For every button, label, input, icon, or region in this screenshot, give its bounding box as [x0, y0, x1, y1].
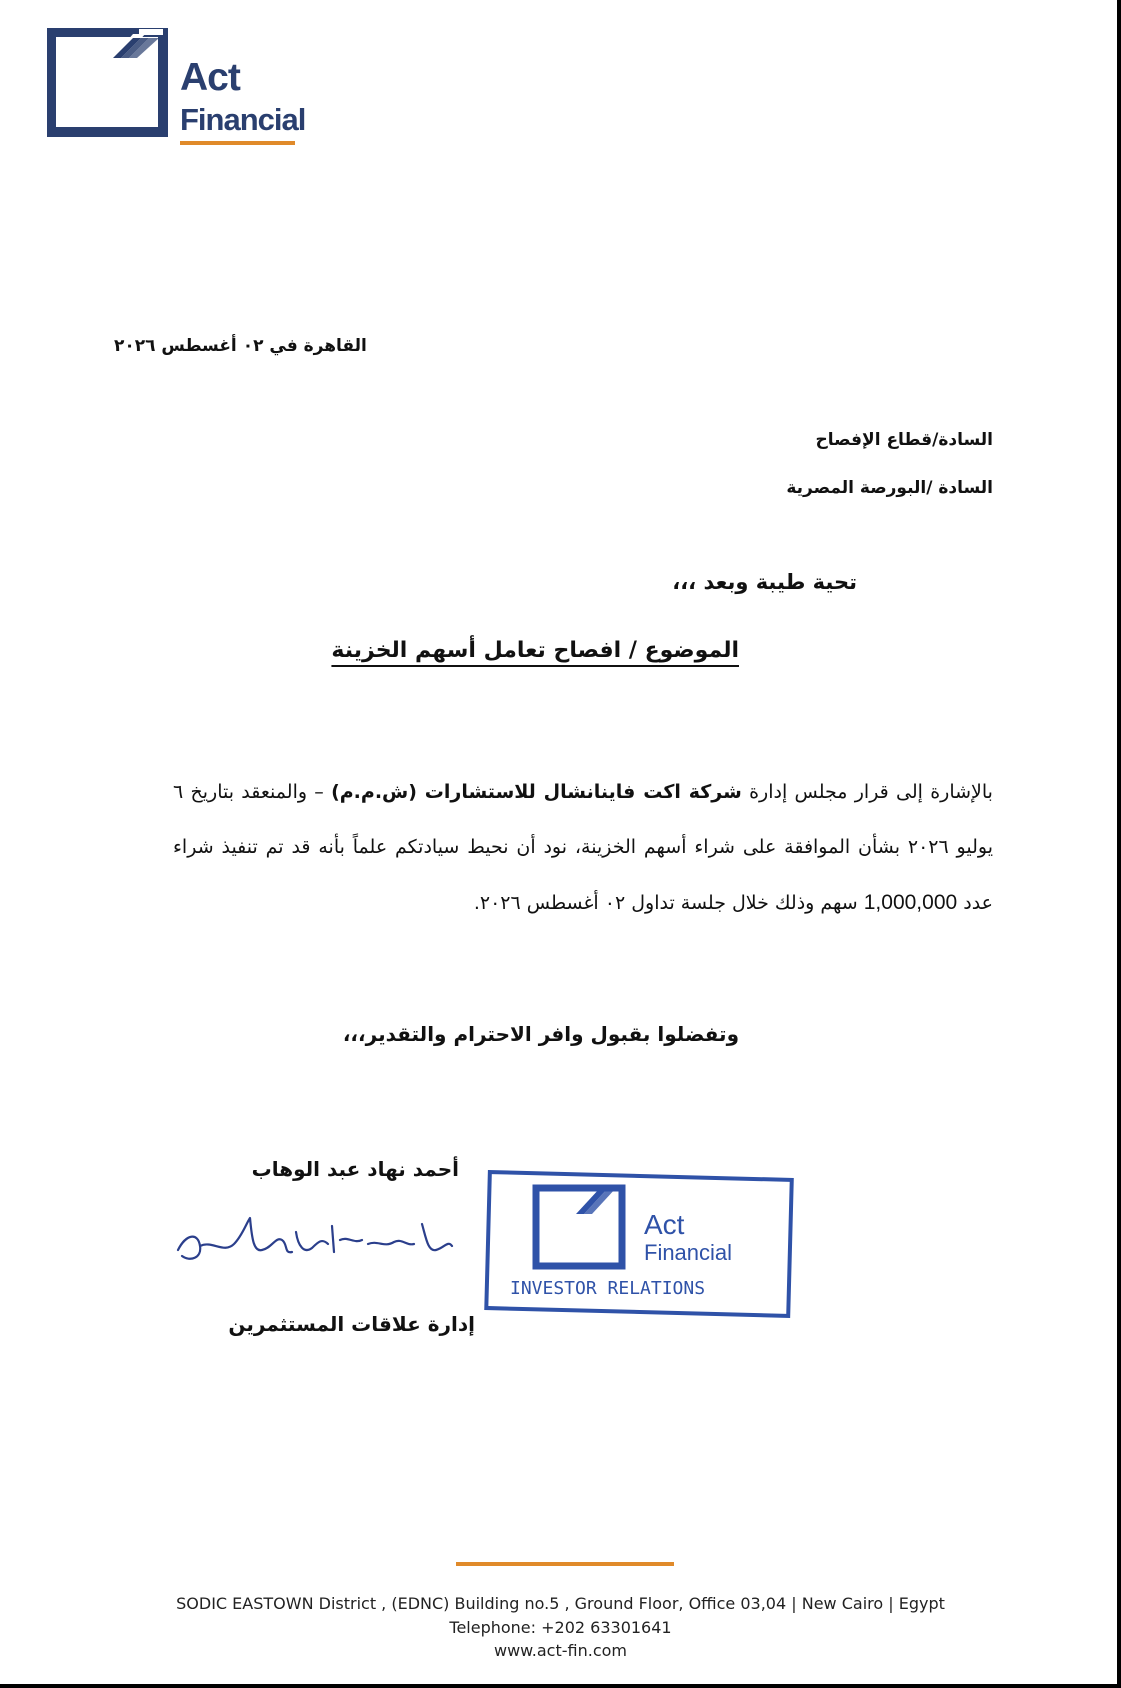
closing-line: وتفضلوا بقبول وافر الاحترام والتقدير،،،	[342, 1022, 739, 1046]
footer-address: SODIC EASTOWN District , (EDNC) Building no.5 , Ground Floor, Office 03,04 | New Cairo | Egypt	[176, 1594, 945, 1613]
signer-name: أحمد نهاد عبد الوهاب	[251, 1157, 459, 1181]
footer-divider	[456, 1562, 674, 1566]
logo-wordmark-financial: Financial	[180, 102, 306, 137]
subject-line: الموضوع / افصاح تعامل أسهم الخزينة	[331, 638, 739, 663]
scan-edge-right	[1117, 0, 1121, 1688]
footer-telephone: Telephone: +202 63301641	[449, 1618, 672, 1637]
recipient-line-1: السادة/قطاع الإفصاح	[815, 430, 993, 450]
company-logo	[47, 28, 307, 153]
stamp-text-financial: Financial	[644, 1240, 733, 1265]
footer-website: www.act-fin.com	[494, 1641, 627, 1660]
body-text-part1: بالإشارة إلى قرار مجلس إدارة	[741, 781, 993, 803]
logo-wordmark-act: Act	[180, 56, 240, 99]
greeting: تحية طيبة وبعد ،،،	[672, 570, 857, 594]
company-name: شركة اكت فاينانشال للاستشارات (ش.م.م)	[331, 781, 742, 803]
recipient-line-2: السادة /البورصة المصرية	[786, 478, 993, 498]
scan-edge-bottom	[0, 1684, 1121, 1688]
investor-relations-stamp	[484, 1170, 796, 1320]
signer-department: إدارة علاقات المستثمرين	[228, 1312, 475, 1336]
act-financial-logo-mark-icon	[47, 28, 177, 140]
body-text-part3: سهم وذلك خلال جلسة تداول ٠٢ أغسطس ٢٠٢٦.	[473, 892, 864, 914]
shares-count: 1,000,000	[863, 891, 958, 914]
stamp-text-act: Act	[644, 1209, 685, 1240]
handwritten-signature	[172, 1210, 462, 1280]
stamp-text-investor-relations: INVESTOR RELATIONS	[510, 1278, 706, 1299]
body-text-part2: – والمنعقد بتاريخ ٦ يوليو ٢٠٢٦ بشأن الموافقة على شراء أسهم الخزينة، نود أن نحيط سيادتكم علماً بأنه قد تم تنفيذ شراء عدد	[173, 781, 993, 914]
body-paragraph	[173, 765, 993, 931]
letter-date: القاهرة في ٠٢ أغسطس ٢٠٢٦	[114, 336, 367, 356]
logo-underline	[180, 141, 295, 145]
